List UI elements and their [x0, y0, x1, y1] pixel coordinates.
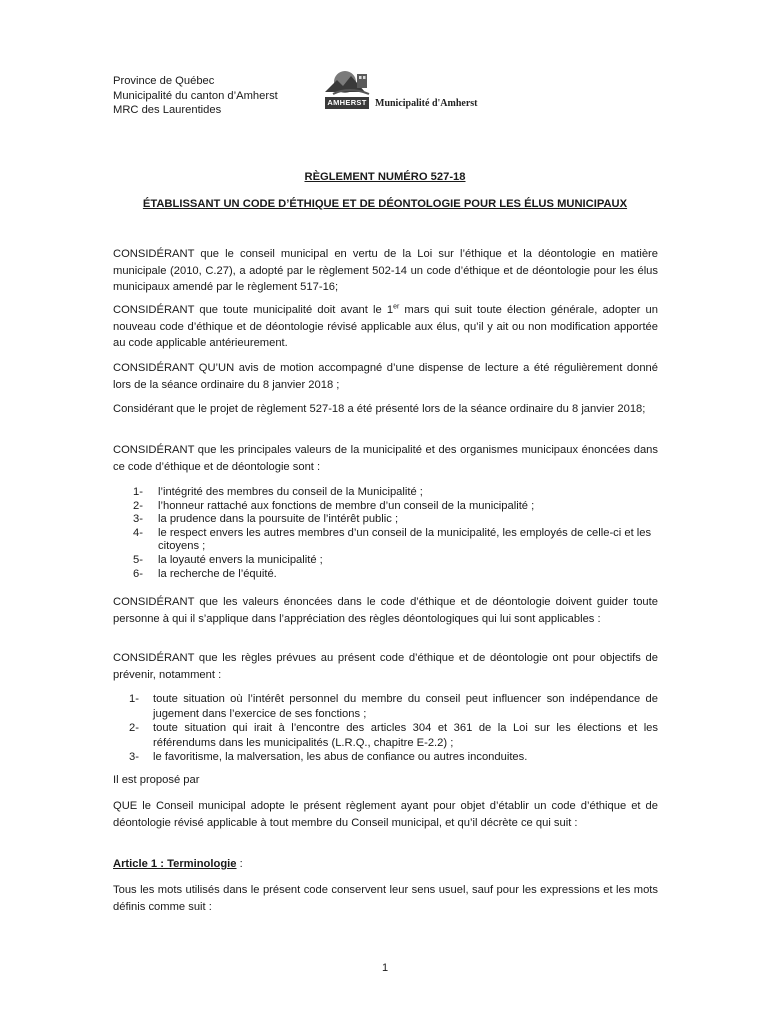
article-1-title: Article 1 : Terminologie: [113, 858, 237, 870]
bylaw-subject-title: ÉTABLISSANT UN CODE D’ÉTHIQUE ET DE DÉONTOLOGIE POUR LES ÉLUS MUNICIPAUX: [142, 198, 628, 210]
list-item: 3- la prudence dans la poursuite de l’intérêt public ;: [133, 513, 399, 526]
issuer-block: [113, 74, 278, 118]
values-list: [113, 486, 658, 581]
paragraph-considerant-4: Considérant que le projet de règlement 527-18 a été présenté lors de la séance ordinaire du 8 janvier 2018;: [113, 403, 646, 415]
paragraph-resolution: QUE le Conseil municipal adopte le présent règlement ayant pour objet d’établir un code d’éthique et de déontologie révisé applicable à tout membre du Conseil municipal, et qu’il décrète ce qui suit :: [113, 800, 658, 829]
paragraph-considerant-5: CONSIDÉRANT que les principales valeurs de la municipalité et des organismes municipaux énoncées dans ce code d’éthique et de déontologie sont :: [113, 444, 658, 473]
paragraph-considerant-6: CONSIDÉRANT que les valeurs énoncées dans le code d’éthique et de déontologie doivent guider toute personne à qui il s’applique dans l’appréciation des règles déontologiques qui lui sont applicables :: [113, 596, 658, 625]
list-item: 2- l’honneur rattaché aux fonctions de membre d’un conseil de la municipalité ;: [133, 499, 535, 512]
list-item: 1- l’intégrité des membres du conseil de la Municipalité ;: [133, 486, 423, 498]
municipality-logo: [325, 68, 500, 116]
objectives-list: [113, 692, 658, 765]
page-number: 1: [381, 962, 389, 974]
municipality-line: Municipalité du canton d’Amherst: [113, 89, 278, 102]
paragraph-considerant-1: CONSIDÉRANT que le conseil municipal en vertu de la Loi sur l’éthique et la déontologie en matière municipale (2010, C.27), a adopté par le règlement 502-14 un code d’éthique et de déontologie pour les élus municipaux amendé par le règlement 517-16;: [113, 248, 658, 293]
paragraph-considerant-3: CONSIDÉRANT QU’UN avis de motion accompagné d’une dispense de lecture a été régulièrement donné lors de la séance ordinaire du 8 janvier 2018 ;: [113, 362, 658, 391]
paragraph-proposed-by: Il est proposé par: [113, 774, 200, 786]
list-item: 5- la loyauté envers la municipalité ;: [133, 553, 323, 566]
p2-text-start: CONSIDÉRANT que toute municipalité doit avant le 1: [113, 304, 394, 316]
paragraph-considerant-2: [113, 302, 658, 352]
province-line: Province de Québec: [113, 75, 215, 87]
logo-badge: AMHERST: [325, 97, 369, 109]
logo-name: Municipalité d'Amherst: [375, 98, 478, 109]
list-item: 1- toute situation où l’intérêt personnel du membre du conseil peut influencer son indépendance de jugement dans l’exercice de ses fonctions ;: [129, 693, 658, 720]
article-heading: Article 1 : Terminologie :: [113, 858, 243, 870]
list-item: 3- le favoritisme, la malversation, les abus de confiance ou autres inconduites.: [129, 751, 528, 764]
mrc-line: MRC des Laurentides: [113, 104, 222, 116]
paragraph-considerant-7: CONSIDÉRANT que les règles prévues au présent code d’éthique et de déontologie ont pour objectifs de prévenir, notamment :: [113, 652, 658, 681]
list-item: 6- la recherche de l’équité.: [133, 567, 277, 580]
list-item: 4- le respect envers les autres membres d’un conseil de la municipalité, les employés de celle-ci et les citoyens ;: [133, 526, 652, 553]
list-item: 2- toute situation qui irait à l’encontre des articles 304 et 361 de la Loi sur les élections et les référendums dans les municipalités (L.R.Q., chapitre E-2.2) ;: [129, 722, 658, 749]
logo-emblem-icon: [325, 68, 373, 100]
bylaw-number-title: RÈGLEMENT NUMÉRO 527-18: [304, 171, 466, 183]
p2-text-end: mars qui suit toute élection générale, adopter un nouveau code d’éthique et de déontologie révisé applicable aux élus, qu’il y ait ou non modification apportée au code applicable antérieurement.: [113, 304, 658, 349]
p2-superscript: er: [393, 303, 400, 311]
paragraph-terminology: Tous les mots utilisés dans le présent code conservent leur sens usuel, sauf pour les expressions et les mots définis comme suit :: [113, 884, 658, 913]
